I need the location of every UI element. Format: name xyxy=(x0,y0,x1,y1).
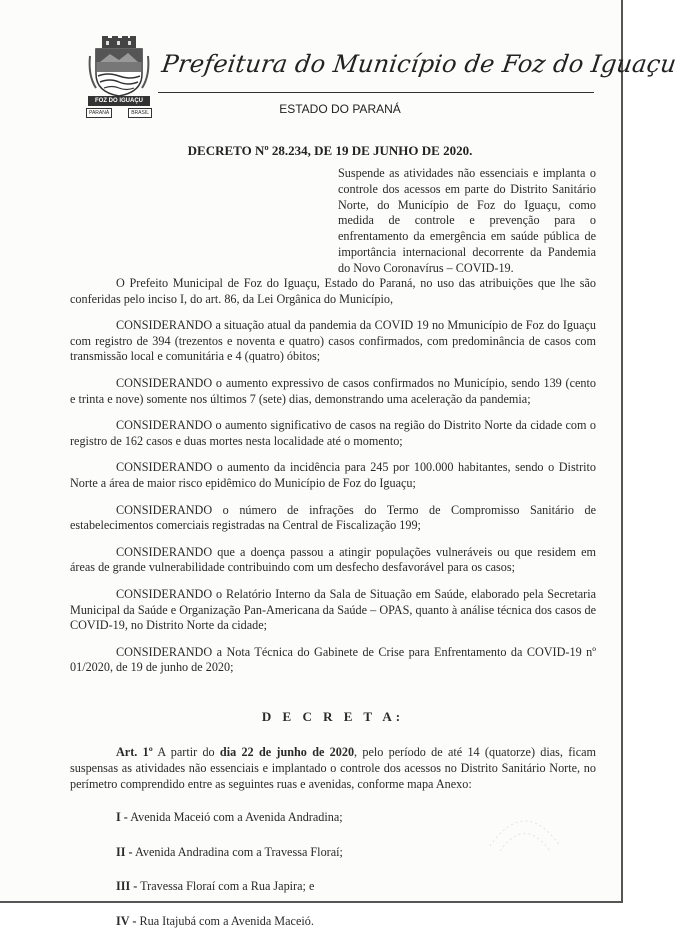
considerando-paragraph: CONSIDERANDO a situação atual da pandemia da COVID 19 no Mmunicípio de Foz do Iguaçu com registro de 394 (trezentos e noventa e quatro) casos confirmados, com predominância de casos com transmissão local e comunitária e 4 (quatro) óbitos; xyxy=(70,318,596,364)
considerando-paragraph: CONSIDERANDO o aumento expressivo de casos confirmados no Município, sendo 139 (cento e trinta e nove) somente nos últimos 7 (sete) dias, demonstrando uma aceleração da pandemia; xyxy=(70,375,596,406)
letterhead-rule xyxy=(158,92,594,93)
article-date: dia 22 de junho de 2020 xyxy=(219,745,355,760)
considerando-paragraph: CONSIDERANDO o aumento da incidência para 245 por 100.000 habitantes, sendo o Distrito Norte a área de maior risco epidêmico do Município de Foz do Iguaçu; xyxy=(70,460,596,490)
crest-banner: FOZ DO IGUAÇU xyxy=(88,96,150,106)
crest-scroll-left: PARANÁ xyxy=(86,108,112,118)
perimeter-item xyxy=(70,879,596,895)
item-text: Avenida Maceió com a Avenida Andradina; xyxy=(127,810,343,825)
embossed-seal-icon xyxy=(480,806,570,866)
letterhead-state: ESTADO DO PARANÁ xyxy=(279,102,401,116)
item-number: III - xyxy=(116,879,138,894)
article-1 xyxy=(70,745,596,792)
considerando-paragraph: CONSIDERANDO a Nota Técnica do Gabinete de Crise para Enfrentamento da COVID-19 nº 01/2020, de 19 de junho de 2020; xyxy=(70,644,596,675)
item-number: I - xyxy=(116,810,128,825)
item-text: Rua Itajubá com a Avenida Maceió. xyxy=(136,914,314,929)
preamble-paragraph: O Prefeito Municipal de Foz do Iguaçu, Estado do Paraná, no uso das atribuições que lhe são conferidas pelo inciso I, do art. 86, da Lei Orgânica do Município, xyxy=(70,276,596,306)
perimeter-item xyxy=(70,914,596,930)
item-number: II - xyxy=(116,844,133,859)
article-post: , pelo período de até 14 (quatorze) dias, ficam suspensas as atividades não essenciais e implantado o controle dos acessos no Distrito Sanitário Norte, no perímetro comprendido entre as seguintes ruas e avenidas, conforme mapa Anexo: xyxy=(70,745,596,791)
decreta-heading: D E C R E T A: xyxy=(261,708,405,724)
crest-scroll-right: BRASIL xyxy=(128,108,152,118)
considerando-paragraph: CONSIDERANDO o número de infrações do Termo de Compromisso Sanitário de estabelecimentos comerciais registradas na Central de Fiscalização 199; xyxy=(70,502,596,533)
municipal-crest-icon xyxy=(88,36,150,124)
letterhead-title: Prefeitura do Município de Foz do Iguaçu xyxy=(160,50,678,78)
item-text: Travessa Floraí com a Rua Japira; e xyxy=(137,879,315,894)
decree-title: DECRETO Nº 28.234, DE 19 DE JUNHO DE 2020. xyxy=(187,143,473,158)
crest-scroll xyxy=(86,108,152,118)
item-text: Avenida Andradina com a Travessa Floraí; xyxy=(132,844,343,859)
considerando-paragraph: CONSIDERANDO o aumento significativo de casos na região do Distrito Norte da cidade com o registro de 162 casos e duas mortes nesta localidade até o momento; xyxy=(70,418,596,448)
decree-ementa: Suspende as atividades não essenciais e implanta o controle dos acessos em parte do Distrito Sanitário Norte, do Município de Foz do Iguaçu, como medida de controle e prevenção para o enfrentamento da emergência em saúde pública de importância internacional decorrente da Pandemia do Novo Coronavírus – COVID-19. xyxy=(338,166,596,275)
item-number: IV - xyxy=(116,914,137,929)
article-label: Art. 1º xyxy=(116,745,153,760)
article-pre: A partir do xyxy=(152,745,220,760)
considerando-paragraph: CONSIDERANDO que a doença passou a atingir populações vulneráveis ou que residem em áreas de grande vulnerabilidade contribuindo com um desfecho desfavorável para os casos; xyxy=(70,544,596,575)
considerando-paragraph: CONSIDERANDO o Relatório Interno da Sala de Situação em Saúde, elaborado pela Secretaria Municipal da Saúde e Organização Pan-Americana da Saúde – OPAS, quanto à análise técnica dos casos de COVID-19, no Distrito Norte da cidade; xyxy=(70,586,596,633)
